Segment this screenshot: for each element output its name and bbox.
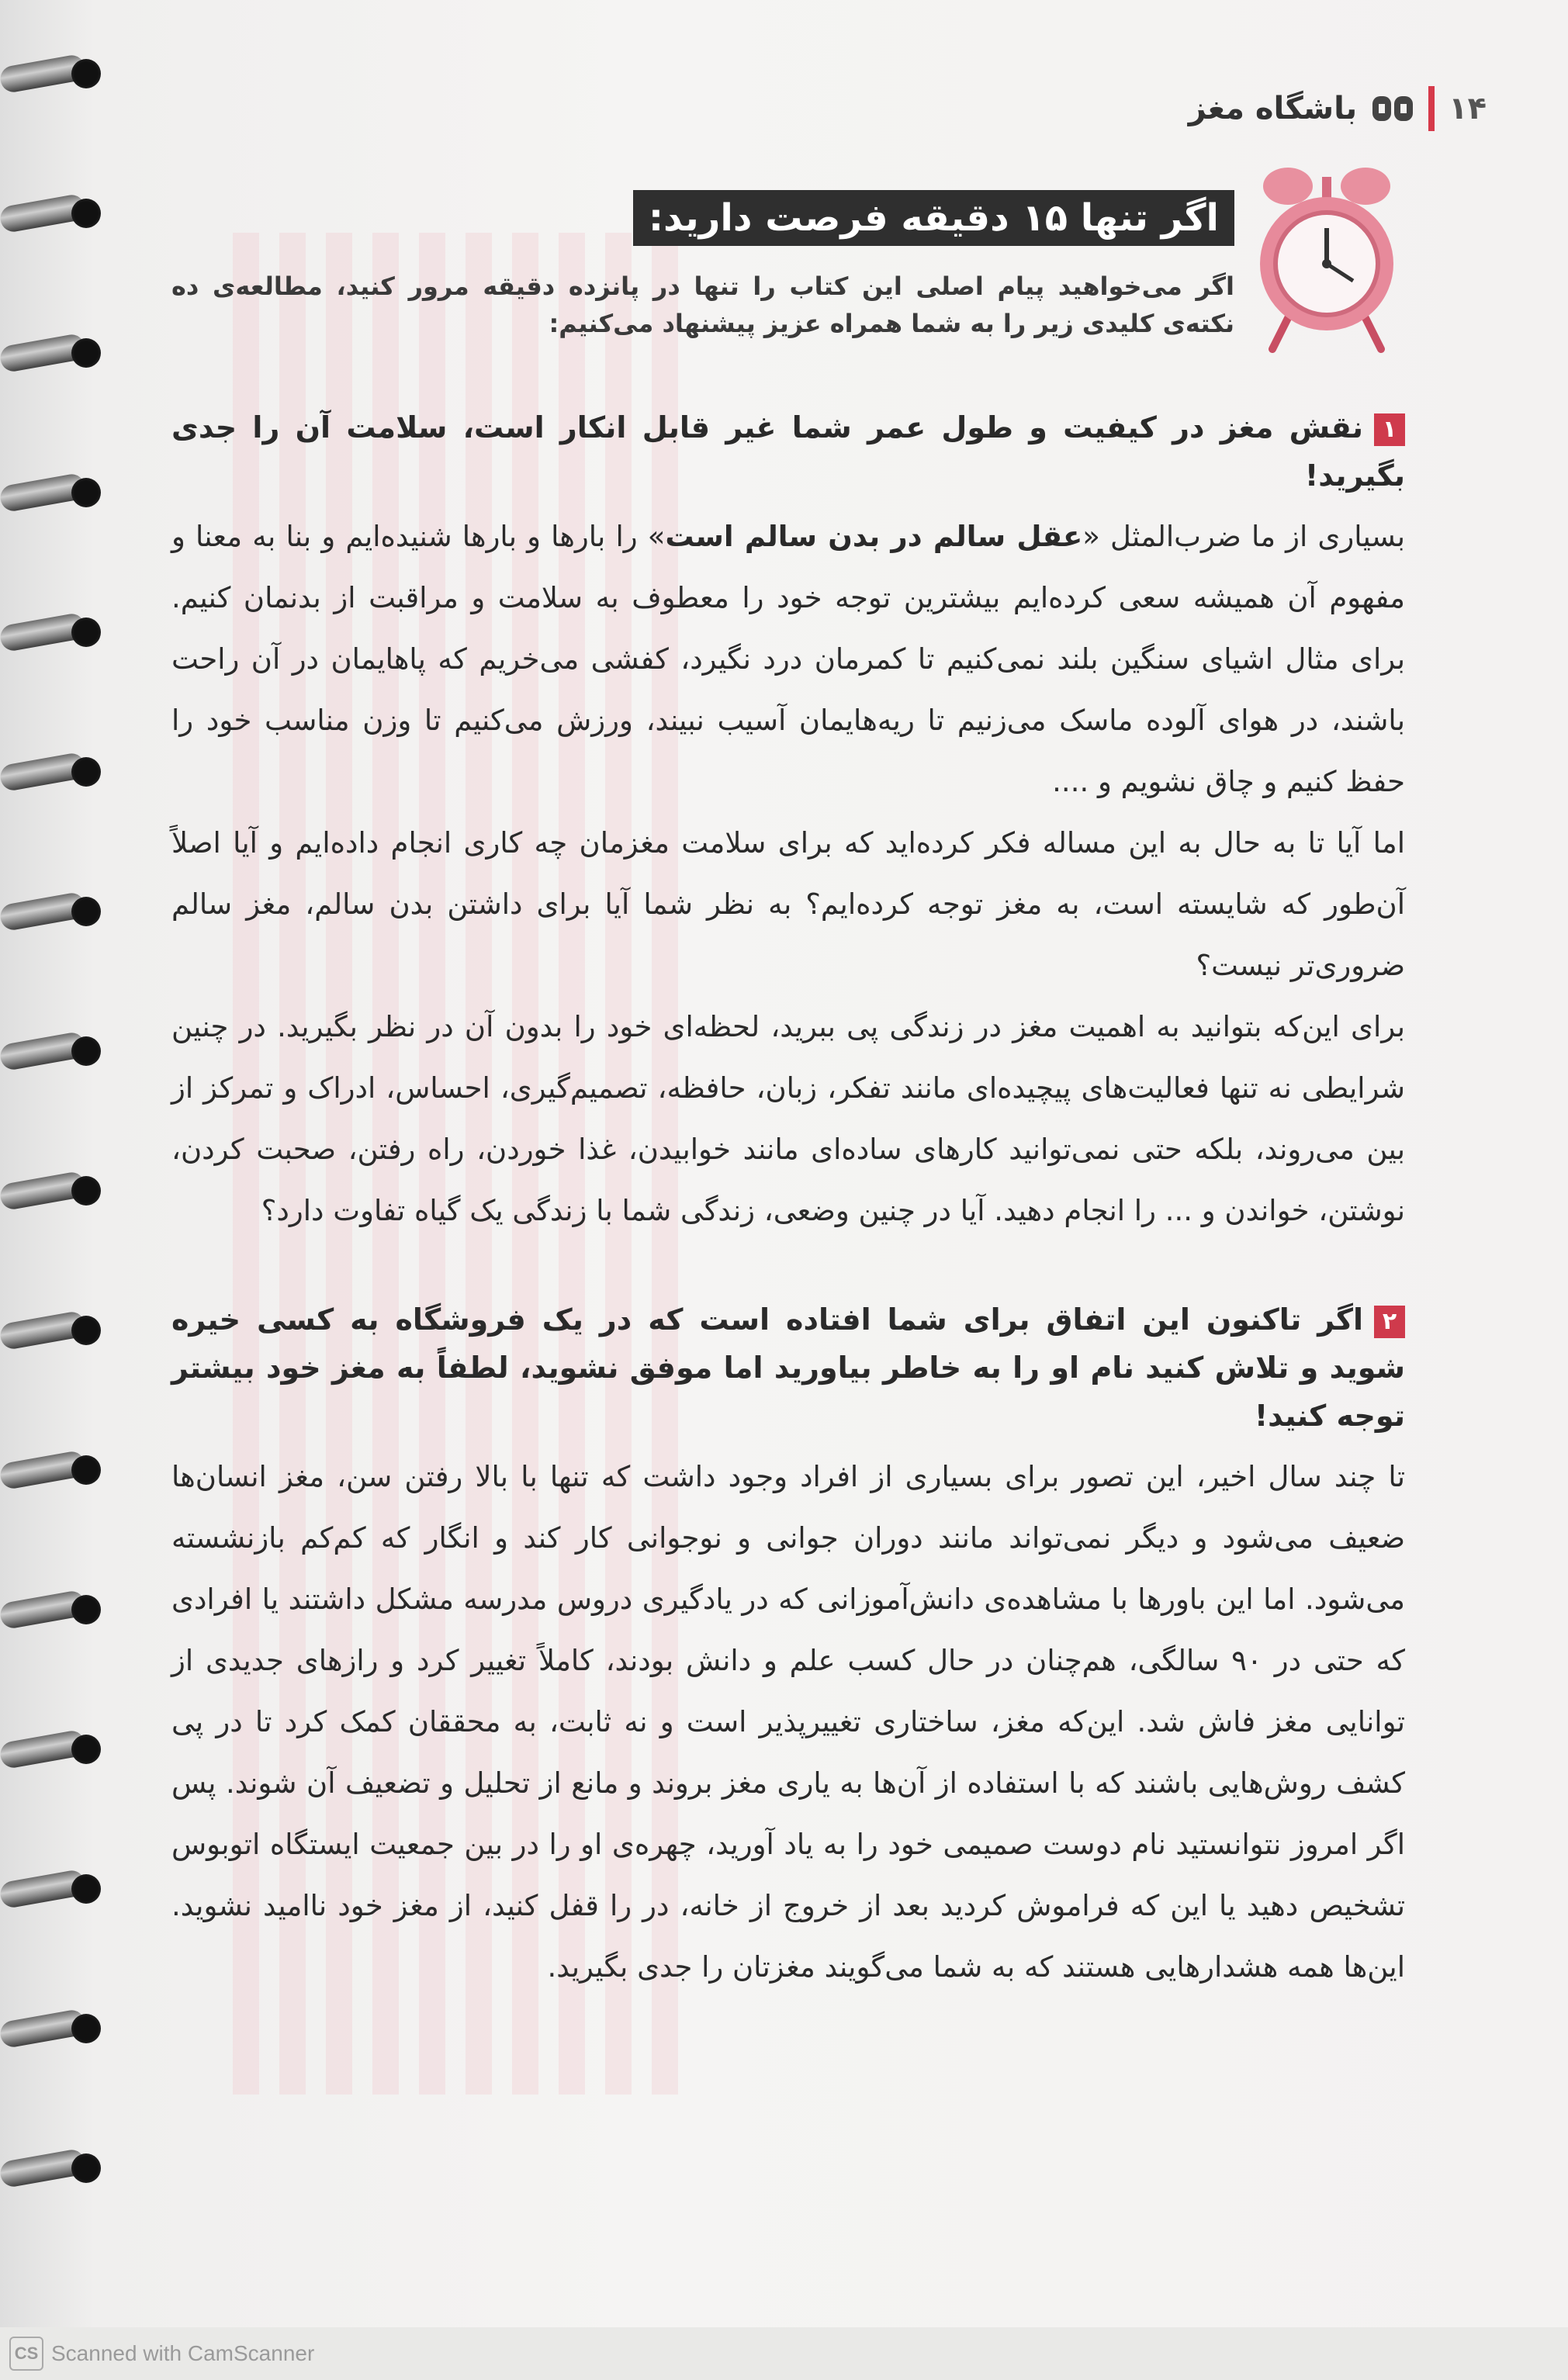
brain-club-logo-icon [1371,93,1414,124]
tip-2 [171,1296,1405,1998]
alarm-clock-icon [1257,155,1397,365]
paragraph [171,506,1405,812]
scanner-watermark [9,2337,314,2371]
page-number: ۱۴ [1449,91,1487,126]
box-title: اگر تنها ۱۵ دقیقه فرصت دارید: [633,190,1234,246]
paragraph: اما آیا تا به حال به این مساله فکر کرده‌اید که برای سلامت مغزمان چه کاری انجام داده‌ایم و آیا اصلاً آن‌طور که شایسته است، به مغز توجه کرده‌ایم؟ به نظر شما آیا برای داشتن بدن سالم، مغز سالم ضروری‌تر نیست؟ [171,826,1405,982]
tip-heading [171,1296,1405,1440]
tip-1 [171,403,1405,1241]
paragraph-text: » را بارها و بارها شنیده‌ایم و بنا به معنا و مفهوم آن همیشه سعی کرده‌ایم بیشترین توجه خود را معطوف به سلامت و مراقبت از بدنمان کنیم. برای مثال اشیای سنگین بلند نمی‌کنیم تا کمرمان درد نگیرد، کفشی می‌خریم که پاهایمان در آن راحت باشند، در هوای آلوده ماسک می‌زنیم تا ریه‌هایمان آسیب نبیند، ورزش می‌کنیم تا وزن مناسب خود را حفظ کنیم و چاق نشویم و .... [171,520,1405,798]
header-divider [1428,86,1435,131]
tip-heading-text: اگر تاکنون این اتفاق برای شما افتاده است که در یک فروشگاه به کسی خیره شوید و تلاش کنید نام او را به خاطر بیاورید اما موفق نشوید، لطفاً به مغز خود بیشتر توجه کنید! [171,1302,1405,1433]
proverb-text: عقل سالم در بدن سالم است [665,520,1083,553]
paragraph: برای این‌که بتوانید به اهمیت مغز در زندگی پی ببرید، لحظه‌ای خود را بدون آن در نظر بگیرید. در چنین شرایطی نه تنها فعالیت‌های پیچیده‌ای مانند تفکر، زبان، حافظه، تصمیم‌گیری، احساس، ادراک و تمرکز از بین می‌روند، بلکه حتی نمی‌توانید کارهای ساده‌ای مانند خوابیدن، غذا خوردن، راه رفتن، صحبت کردن، نوشتن، خواندن و ... را انجام دهید. آیا در چنین وضعی، زندگی شما با زندگی یک گیاه تفاوت دارد؟ [171,1010,1405,1227]
box-description: اگر می‌خواهید پیام اصلی این کتاب را تنها در پانزده دقیقه مرور کنید، مطالعه‌ی ده نکته‌ی کلیدی زیر را به شما همراه عزیز پیشنهاد می‌کنیم: [171,272,1234,338]
page-header [1189,81,1487,136]
tip-heading-text: نقش مغز در کیفیت و طول عمر شما غیر قابل انکار است، سلامت آن را جدی بگیرید! [171,410,1405,493]
spiral-binding [0,47,116,2296]
camscanner-logo-icon: CS [9,2337,43,2371]
scanner-text: Scanned with CamScanner [51,2341,315,2365]
paragraph: تا چند سال اخیر، این تصور برای بسیاری از افراد وجود داشت که تنها با بالا رفتن سن، مغز انسان‌ها ضعیف می‌شود و دیگر نمی‌تواند مانند دوران جوانی و نوجوانی کار کند و انگار که کم‌کم بازنشسته می‌شود. اما این باورها با مشاهده‌ی دانش‌آموزانی که در یادگیری دروس مدرسه مشکل داشتند یا افرادی که حتی در ۹۰ سالگی، هم‌چنان در حال کسب علم و دانش بودند، کاملاً تغییر کرد و رازهای جدیدی از توانایی مغز فاش شد. این‌که مغز، ساختاری تغییرپذیر است و نه ثابت، به محققان کمک کرد تا در پی کشف روش‌هایی باشند که با استفاده از آن‌ها به یاری مغز بروند و مانع از تحلیل و تضعیف آن شوند. پس اگر امروز نتوانستید نام دوست صمیمی خود را به یاد آورید، چهره‌ی او را در بین جمعیت ایستگاه اتوبوس تشخیص دهید یا این که فراموش کردید بعد از خروج از خانه، در را قفل کنید، از مغز خود ناامید نشوید. این‌ها همه هشدارهایی هستند که به شما می‌گویند مغزتان را جدی بگیرید. [171,1460,1405,1984]
tip-number-badge: ۲ [1374,1306,1405,1338]
paragraph-text: بسیاری از ما ضرب‌المثل « [1082,520,1405,553]
book-title: باشگاه مغز [1188,91,1358,126]
tip-number-badge: ۱ [1374,413,1405,446]
tip-heading [171,403,1405,500]
